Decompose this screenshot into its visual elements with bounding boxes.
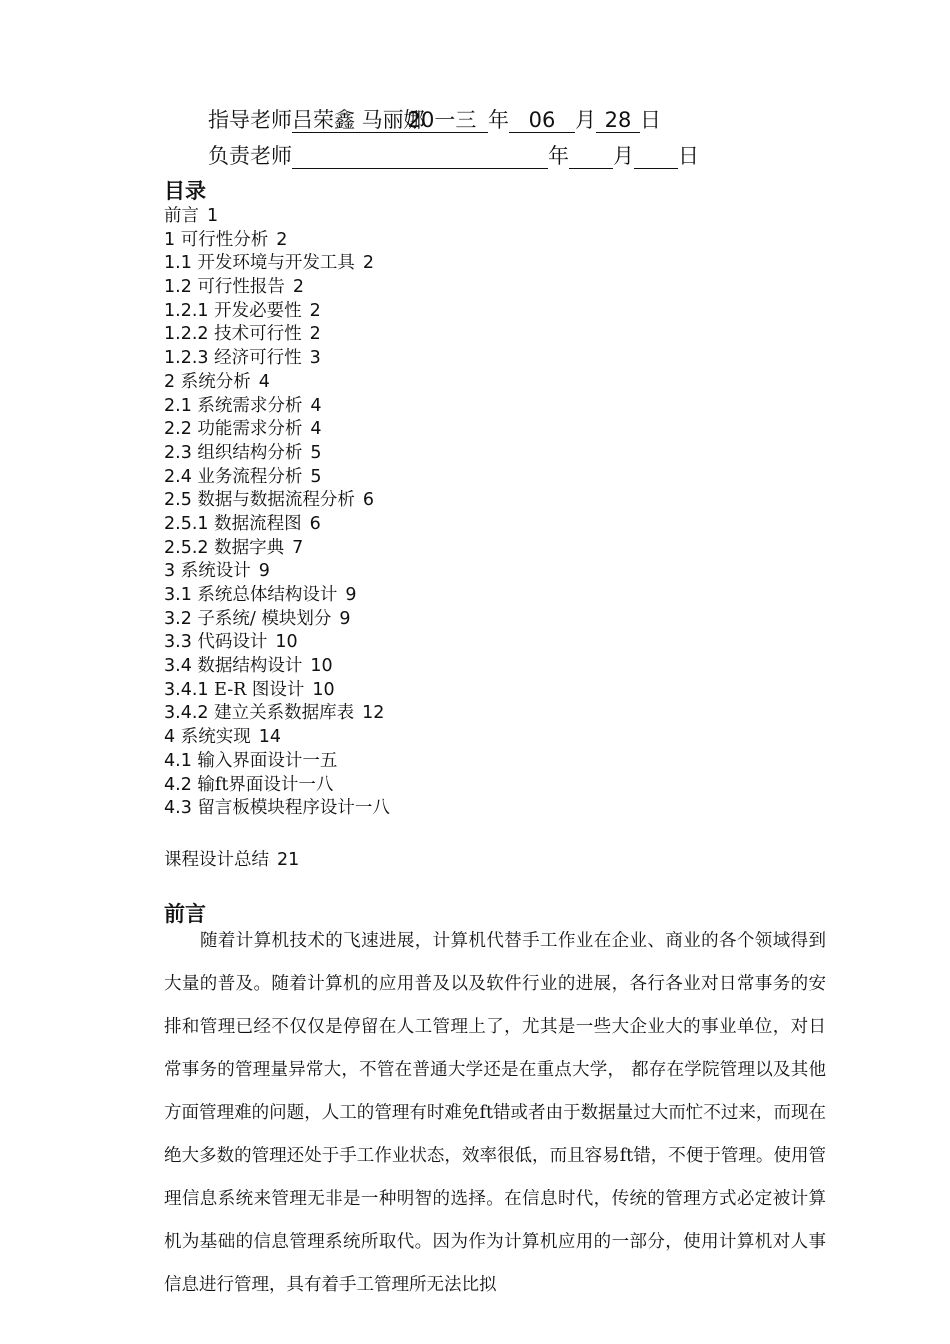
toc-item-title: 输入界面设计一五 bbox=[197, 750, 338, 771]
toc-item-page: 2 bbox=[309, 300, 321, 321]
toc-item-title: 数据流程图 bbox=[214, 513, 302, 534]
toc-item-title: 数据与数据流程分析 bbox=[197, 490, 355, 511]
toc-item-number: 2.4 bbox=[164, 466, 192, 487]
toc-item-number: 1.2.3 bbox=[164, 348, 209, 369]
toc-item-number: 2.5 bbox=[164, 490, 192, 511]
toc-item-number: 3.2 bbox=[164, 608, 192, 629]
toc-item-title: 开发必要性 bbox=[214, 300, 302, 321]
toc-item-title: 课程设计总结 bbox=[164, 850, 269, 870]
toc-item-title: 功能需求分析 bbox=[197, 419, 303, 440]
day-label: 日 bbox=[640, 108, 661, 132]
toc-item[interactable] bbox=[164, 323, 390, 347]
toc-item[interactable] bbox=[164, 584, 390, 608]
toc-item-title: 留言板模块程序设计一八 bbox=[197, 798, 390, 819]
advisor-names: 吕荣鑫 马丽娜 bbox=[292, 108, 425, 132]
toc-item[interactable] bbox=[164, 300, 390, 324]
toc-item-page: 6 bbox=[309, 513, 321, 534]
toc-item[interactable] bbox=[164, 466, 390, 490]
toc-item-title: 经济可行性 bbox=[214, 348, 302, 369]
toc-item-title: 系统设计 bbox=[180, 561, 251, 582]
toc-item-title: 业务流程分析 bbox=[197, 466, 303, 487]
toc-item-title: 组织结构分析 bbox=[197, 442, 303, 463]
toc-item[interactable] bbox=[164, 750, 390, 774]
toc-item-page: 1 bbox=[207, 206, 219, 226]
toc-item-page: 12 bbox=[362, 703, 385, 724]
toc-item-number: 1.2.2 bbox=[164, 324, 209, 345]
toc-item-number: 4.2 bbox=[164, 774, 192, 795]
toc-item-page: 4 bbox=[258, 371, 270, 392]
toc-item-number: 3 bbox=[164, 561, 176, 582]
toc-item-title: 子系统/ 模块划分 bbox=[197, 608, 332, 629]
toc-item-title: 前言 bbox=[164, 206, 199, 226]
toc-item[interactable] bbox=[164, 252, 390, 276]
toc-item-page: 2 bbox=[292, 277, 305, 298]
toc-item-page: 14 bbox=[258, 727, 281, 748]
toc-item-number: 4.1 bbox=[164, 750, 192, 771]
toc-item[interactable] bbox=[164, 608, 390, 632]
toc-item[interactable] bbox=[164, 655, 390, 679]
month-value: 06 bbox=[509, 108, 575, 133]
preface-heading: 前言 bbox=[164, 902, 206, 926]
toc-item[interactable] bbox=[164, 537, 390, 561]
blank-day-label: 日 bbox=[678, 144, 699, 168]
responsible-blank bbox=[292, 144, 548, 169]
preface-body: 随着计算机技术的飞速进展，计算机代替手工作业在企业、商业的各个领域得到大量的普及。随着计算机的应用普及以及软件行业的进展，各行各业对日常事务的安排和管理已经不仅仅是停留在人工管理上了，尤其是一些大企业大的事业单位，对日常事务的管理量异常大，不管在普通大学还是在重点大学， 都存在学院管理以及其他方面管理难的问题，人工的管理有时难免ft错或者由于数据量过大而忙不过来，而现在绝大多数的管理还处于手工作业状态，效率很低，而且容易ft错，不便于管理。使用管理信息系统来管理无非是一种明智的选择。在信息时代，传统的管理方式必定被计算机为基础的信息管理系统所取代。因为作为计算机应用的一部分，使用计算机对人事信息进行管理，具有着手工管理所无法比拟 bbox=[164, 931, 826, 1295]
toc-item[interactable] bbox=[164, 679, 390, 703]
toc-list bbox=[164, 205, 390, 821]
toc-item-title: 输ft界面设计一八 bbox=[197, 774, 334, 795]
toc-item-page: 5 bbox=[310, 466, 322, 487]
toc-item-title: 数据结构设计 bbox=[197, 656, 303, 677]
toc-item-page: 7 bbox=[292, 537, 304, 558]
toc-item[interactable] bbox=[164, 797, 390, 821]
blank-month-underline bbox=[569, 144, 613, 169]
toc-item-page: 21 bbox=[277, 850, 300, 870]
toc-item-page: 2 bbox=[309, 324, 321, 345]
toc-item[interactable] bbox=[164, 276, 390, 300]
toc-item[interactable] bbox=[164, 347, 390, 371]
toc-item-title: 技术可行性 bbox=[214, 324, 302, 345]
toc-heading: 目录 bbox=[164, 179, 206, 203]
toc-item-number: 1 bbox=[164, 229, 176, 250]
toc-item-title: 系统实现 bbox=[180, 727, 251, 748]
toc-item[interactable] bbox=[164, 774, 390, 798]
toc-item-title: 数据字典 bbox=[214, 537, 285, 558]
toc-item[interactable] bbox=[164, 229, 390, 253]
toc-item-page: 5 bbox=[310, 442, 322, 463]
toc-item-number: 1.1 bbox=[164, 253, 192, 274]
toc-item-number: 2.5.1 bbox=[164, 513, 209, 534]
toc-item-number: 2 bbox=[164, 371, 176, 392]
toc-item-title: 开发环境与开发工具 bbox=[197, 253, 355, 274]
toc-item-page: 10 bbox=[312, 679, 335, 700]
toc-item[interactable] bbox=[164, 560, 390, 584]
blank-month-label: 月 bbox=[613, 144, 634, 168]
toc-item-page: 10 bbox=[275, 632, 298, 653]
toc-item-title: 系统需求分析 bbox=[197, 395, 303, 416]
toc-item-number: 1.2 bbox=[164, 277, 192, 298]
toc-item[interactable] bbox=[164, 205, 390, 229]
toc-item[interactable] bbox=[164, 395, 390, 419]
day-value: 28 bbox=[596, 108, 640, 133]
month-label: 月 bbox=[575, 108, 596, 132]
toc-item[interactable] bbox=[164, 513, 390, 537]
toc-item-title: 建立关系数据库表 bbox=[214, 703, 355, 724]
toc-item[interactable] bbox=[164, 371, 390, 395]
blank-day-underline bbox=[634, 144, 678, 169]
toc-item-title: 系统分析 bbox=[180, 371, 251, 392]
toc-item-page: 2 bbox=[276, 229, 288, 250]
toc-item-number: 3.4 bbox=[164, 656, 192, 677]
toc-item-title: 可行性报告 bbox=[197, 277, 285, 298]
toc-item-number: 3.1 bbox=[164, 585, 192, 605]
toc-item[interactable] bbox=[164, 442, 390, 466]
toc-item-number: 2.1 bbox=[164, 395, 192, 416]
toc-item-number: 4 bbox=[164, 727, 176, 748]
toc-item-number: 3.3 bbox=[164, 632, 192, 653]
toc-item[interactable] bbox=[164, 702, 390, 726]
toc-item-title: 代码设计 bbox=[197, 632, 268, 653]
toc-item[interactable] bbox=[164, 726, 390, 750]
toc-item-page: 4 bbox=[310, 419, 322, 440]
toc-item[interactable] bbox=[164, 489, 390, 513]
advisor-signature-line bbox=[208, 104, 661, 134]
toc-item-number: 3.4.1 bbox=[164, 679, 209, 700]
toc-item-title: 系统总体结构设计 bbox=[197, 585, 338, 605]
toc-item-number: 3.4.2 bbox=[164, 703, 209, 724]
toc-item-page: 9 bbox=[339, 608, 351, 629]
toc-item-title: E-R 图设计 bbox=[214, 679, 305, 700]
advisor-label: 指导老师 bbox=[208, 108, 292, 132]
toc-item-number: 4.3 bbox=[164, 798, 192, 819]
toc-item-number: 1.2.1 bbox=[164, 300, 209, 321]
toc-item-title: 可行性分析 bbox=[180, 229, 269, 250]
toc-item-number: 2.5.2 bbox=[164, 537, 209, 558]
toc-item-number: 2.3 bbox=[164, 442, 192, 463]
toc-item-summary[interactable] bbox=[164, 846, 299, 871]
toc-item-page: 2 bbox=[362, 253, 375, 274]
underline-gap bbox=[376, 108, 396, 133]
toc-item-page: 3 bbox=[309, 348, 321, 369]
toc-item-page: 9 bbox=[345, 585, 357, 605]
toc-item-page: 6 bbox=[362, 490, 375, 511]
toc-item-page: 9 bbox=[258, 561, 270, 582]
blank-year-label: 年 bbox=[548, 144, 569, 168]
year-label: 年 bbox=[488, 108, 509, 132]
responsible-label: 负责老师 bbox=[208, 144, 292, 168]
responsible-signature-line bbox=[208, 140, 699, 170]
toc-item[interactable] bbox=[164, 631, 390, 655]
toc-item-page: 10 bbox=[310, 656, 333, 677]
toc-item[interactable] bbox=[164, 418, 390, 442]
toc-item-page: 4 bbox=[310, 395, 322, 416]
year-value: 20一三 bbox=[396, 108, 488, 133]
toc-item-number: 2.2 bbox=[164, 419, 192, 440]
